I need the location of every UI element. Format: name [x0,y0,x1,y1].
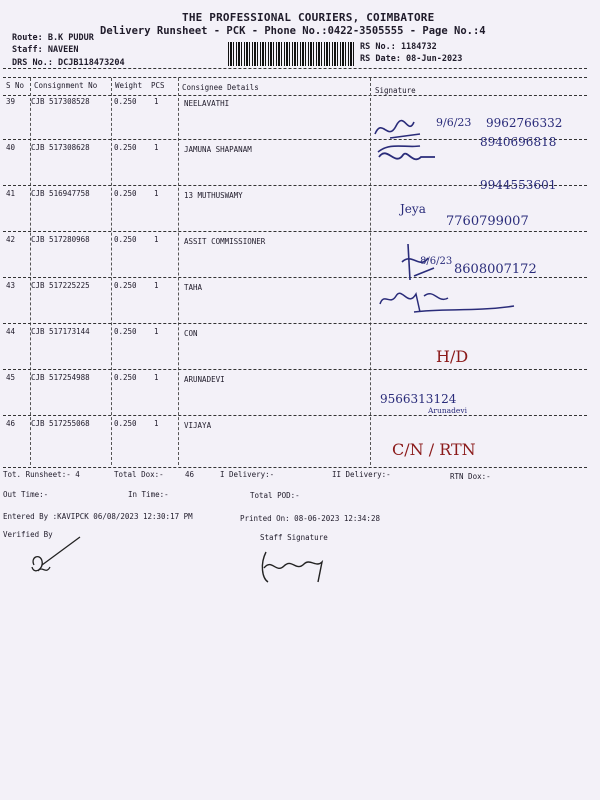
row-consignee: ARUNADEVI [184,375,225,384]
row-pcs: 1 [154,281,159,290]
col-consignment: Consignment No [34,81,98,90]
row-pcs: 1 [154,97,159,106]
row-consignee: NEELAVATHI [184,99,230,108]
row-consignment-no: CJB 517308528 [31,97,90,106]
hw-r39-phone1: 9962766332 [486,116,563,130]
verified-by: Verified By [3,530,53,539]
row-consignment-no: CJB 517255068 [31,419,90,428]
drs-number: DRS No.: DCJB118473204 [12,58,125,68]
row-pcs: 1 [154,143,159,152]
hw-r41-phone: 9944553601 [480,178,557,192]
row-pcs: 1 [154,235,159,244]
hw-r45-phone: 9566313124 [380,392,457,406]
row-consignment-no: CJB 516947758 [31,189,90,198]
row-pcs: 1 [154,419,159,428]
rs-number: RS No.: 1184732 [360,42,437,52]
signature-row-43 [374,282,524,322]
row-divider [3,369,587,370]
staff-label: Staff: NAVEEN [12,45,79,55]
row-consignee: JAMUNA SHAPANAM [184,145,252,154]
entered-by: Entered By :KAVIPCK 06/08/2023 12:30:17 PM [3,512,193,521]
tot-runsheet: Tot. Runsheet:- 4 [3,470,80,479]
ii-delivery: II Delivery:- [332,470,391,479]
rs-date: RS Date: 08-Jun-2023 [360,54,463,64]
row-consignee: CON [184,329,198,338]
col-signature: Signature [375,86,416,95]
runsheet-title: Delivery Runsheet - PCK - Phone No.:0422-3505555 - Page No.:4 [100,25,486,37]
row-sno: 40 [6,143,16,152]
in-time: In Time:- [128,490,169,499]
column-line [30,78,31,465]
row-weight: 0.250 [114,281,137,290]
row-weight: 0.250 [114,419,137,428]
row-consignment-no: CJB 517308628 [31,143,90,152]
row-pcs: 1 [154,373,159,382]
col-sno: S No [6,81,25,90]
column-line [111,78,112,465]
barcode [228,42,354,66]
staff-signature-label: Staff Signature [260,533,328,542]
hw-r39-date: 9/6/23 [436,116,472,129]
hw-r46-note: C/N / RTN [392,440,476,459]
row-consignment-no: CJB 517173144 [31,327,90,336]
divider [3,77,587,78]
divider [3,467,587,468]
company-name: THE PROFESSIONAL COURIERS, COIMBATORE [182,11,435,24]
row-consignment-no: CJB 517225225 [31,281,90,290]
row-consignee: VIJAYA [184,421,212,430]
column-line [178,78,179,465]
hw-r45-name: Arunadevi [428,406,468,415]
total-dox-label: Total Dox:- [114,470,164,479]
col-weight: Weight [115,81,143,90]
rtn-dox: RTN Dox:- [450,472,491,481]
i-delivery: I Delivery:- [220,470,275,479]
row-weight: 0.250 [114,327,137,336]
row-weight: 0.250 [114,189,137,198]
row-divider [3,231,587,232]
divider [3,68,587,69]
total-pod: Total POD:- [250,491,300,500]
hw-r41-phone2: 7760799007 [446,214,529,229]
row-consignee: 13 MUTHUSWAMY [184,191,243,200]
hw-r44-note: H/D [436,347,469,366]
row-weight: 0.250 [114,373,137,382]
row-weight: 0.250 [114,97,137,106]
row-divider [3,277,587,278]
row-consignee: ASSIT COMMISSIONER [184,237,266,246]
row-weight: 0.250 [114,235,137,244]
row-sno: 43 [6,281,16,290]
row-pcs: 1 [154,327,159,336]
row-consignee: TAHA [184,283,203,292]
total-dox-value: 46 [185,470,195,479]
staff-signature [258,548,338,588]
row-pcs: 1 [154,189,159,198]
printed-on: Printed On: 08-06-2023 12:34:28 [240,514,380,523]
hw-r42-phone: 8608007172 [454,262,537,277]
row-sno: 45 [6,373,16,382]
divider [3,95,587,96]
row-sno: 39 [6,97,16,106]
row-sno: 41 [6,189,16,198]
row-divider [3,323,587,324]
col-consignee: Consignee Details [182,83,259,92]
signature-row-40 [377,145,437,169]
row-divider [3,415,587,416]
col-pcs: PCS [151,81,165,90]
row-sno: 42 [6,235,16,244]
row-consignment-no: CJB 517254988 [31,373,90,382]
verifier-signature [28,535,88,585]
row-consignment-no: CJB 517280968 [31,235,90,244]
out-time: Out Time:- [3,490,49,499]
row-sno: 44 [6,327,16,336]
row-weight: 0.250 [114,143,137,152]
hw-r41-name: Jeya [400,202,426,216]
hw-r39-phone2: 8940696818 [480,135,557,149]
route-label: Route: B.K PUDUR [12,33,94,43]
row-sno: 46 [6,419,16,428]
hw-r42-date: 8/6/23 [420,256,453,267]
